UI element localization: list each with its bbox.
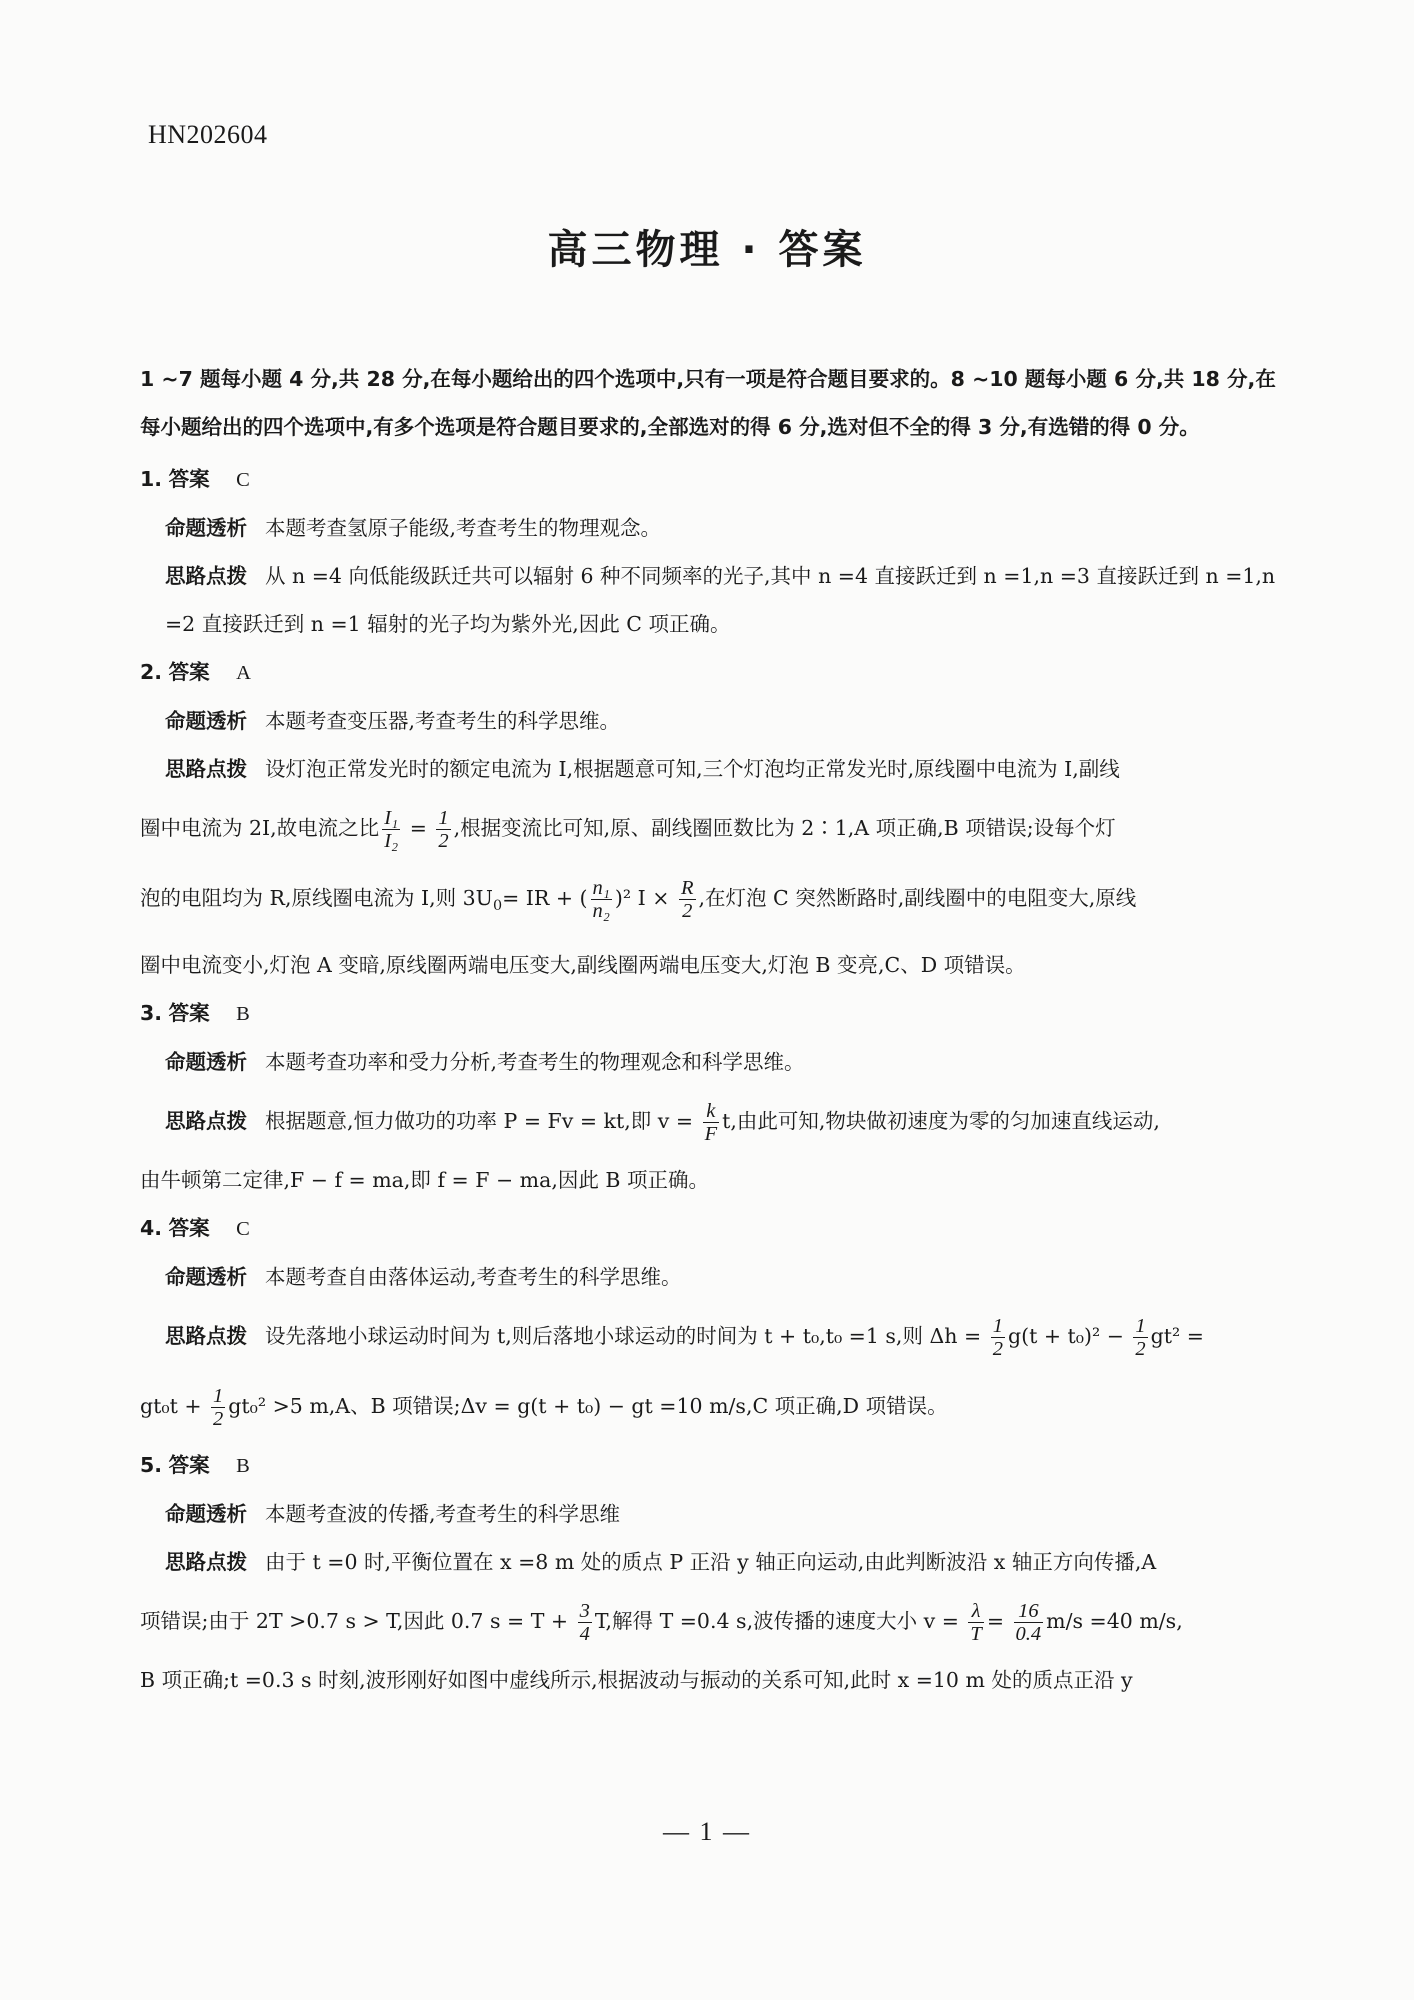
fraction-denominator: I₂ [384, 830, 399, 852]
q1-answer [140, 455, 1280, 504]
q1-answer-label: 答案 [168, 467, 210, 491]
turns-ratio-fraction [591, 877, 612, 923]
q4-answer [140, 1204, 1280, 1253]
q1-hint-label: 思路点拨 [165, 564, 247, 588]
fraction-denominator: 0.4 [1015, 1623, 1042, 1646]
q2-hint [140, 745, 1280, 793]
q1-hint [140, 552, 1280, 648]
subscript-zero: 0 [492, 898, 503, 915]
intro-paragraph: 1 ~7 题每小题 4 分,共 28 分,在每小题给出的四个选项中,只有一项是符合题目要求的。8 ~10 题每小题 6 分,共 18 分,在每小题给出的四个选项中,有多个选项是符合题目要求的,全部选对的得 6 分,选对但不全的得 3 分,有选错的得 0 分。 [140, 367, 1276, 439]
k-over-f-fraction [703, 1100, 720, 1146]
q4-hint [140, 1301, 1280, 1371]
q5-hint-text-e: m/s =40 m/s, [1046, 1609, 1183, 1634]
fraction-numerator: 1 [213, 1384, 224, 1407]
fraction-denominator: 2 [438, 830, 449, 852]
equation-middle: = IR + ( [502, 886, 588, 910]
q3-number: 3. [140, 1001, 163, 1026]
q3-answer-label: 答案 [168, 1001, 210, 1026]
q2-hint-line1: 设灯泡正常发光时的额定电流为 I,根据题意可知,三个灯泡均正常发光时,原线圈中电流为 I,副线 [265, 757, 1120, 781]
q5-hint-line2 [140, 1586, 1280, 1656]
q3-analysis [140, 1038, 1280, 1086]
fraction-numerator: 1 [438, 806, 449, 829]
q4-answer-letter: C [236, 1218, 250, 1241]
fraction-numerator: n₁ [592, 876, 610, 899]
resistance-fraction [679, 877, 696, 923]
q4-hint-label: 思路点拨 [165, 1324, 247, 1349]
q3-hint [140, 1086, 1280, 1156]
q2-hint-line2 [140, 793, 1280, 863]
q3-analysis-text: 本题考查功率和受力分析,考查考生的物理观念和科学思维。 [265, 1050, 805, 1075]
q4-hint-text-e: gt₀² >5 m,A、B 项错误;Δv = g(t + t₀) − gt =10 m/s,C 项正确,D 项错误。 [228, 1394, 948, 1419]
lambda-over-t-fraction [968, 1600, 983, 1646]
q2-hint-text-d: 泡的电阻均为 R,原线圈电流为 I,则 3U [140, 886, 493, 910]
q2-hint-line3 [140, 863, 1280, 941]
equation-tail: )² I × [614, 886, 670, 910]
q5-answer [140, 1441, 1280, 1490]
fraction-numerator: R [680, 876, 694, 899]
q5-hint-text-a: 由于 t =0 时,平衡位置在 x =8 m 处的质点 P 正沿 y 轴正向运动,由此判断波沿 x 轴正方向传播,A [265, 1550, 1157, 1575]
q1-analysis-text: 本题考查氢原子能级,考查考生的物理观念。 [265, 516, 662, 540]
q5-hint-text-d: = [986, 1609, 1005, 1634]
half-fraction [211, 1385, 225, 1431]
q2-analysis-text: 本题考查变压器,考查考生的科学思维。 [265, 709, 621, 733]
page-number: — 1 — [663, 1817, 751, 1846]
half-fraction [436, 807, 450, 853]
q5-hint [140, 1538, 1280, 1586]
q4-hint-text-d: gt₀t + [140, 1394, 202, 1419]
q2-hint-line4 [140, 941, 1280, 989]
q2-analysis-label: 命题透析 [165, 709, 247, 733]
q3-hint-text-a: 根据题意,恒力做功的功率 P = Fv = kt,即 v = [265, 1109, 694, 1134]
q2-hint-label: 思路点拨 [165, 757, 247, 781]
q2-answer-label: 答案 [168, 660, 210, 684]
q5-hint-label: 思路点拨 [165, 1550, 247, 1575]
q1-answer-letter: C [236, 469, 250, 491]
fraction-numerator: 16 [1014, 1600, 1044, 1624]
fraction-numerator: 1 [992, 1314, 1003, 1337]
q5-analysis-label: 命题透析 [165, 1502, 247, 1527]
fraction-denominator: 2 [992, 1338, 1003, 1361]
fraction-numerator: 3 [579, 1599, 590, 1622]
q1-number: 1. [140, 467, 163, 491]
q1-analysis-label: 命题透析 [165, 516, 247, 540]
q4-analysis-label: 命题透析 [165, 1265, 247, 1290]
q2-answer [140, 648, 1280, 697]
q4-hint-text-a: 设先落地小球运动时间为 t,则后落地小球运动的时间为 t + t₀,t₀ =1 s,则 Δh = [265, 1324, 982, 1349]
half-fraction [991, 1315, 1005, 1361]
q4-analysis [140, 1253, 1280, 1301]
q5-answer-letter: B [236, 1455, 250, 1478]
q5-answer-label: 答案 [168, 1453, 210, 1478]
q1-analysis [140, 504, 1280, 552]
q2-hint-text-c: ,根据变流比可知,原、副线圈匝数比为 2∶1,A 项正确,B 项错误;设每个灯 [453, 816, 1116, 840]
q5-number: 5. [140, 1453, 163, 1478]
three-quarter-fraction [578, 1600, 592, 1646]
exam-code: HN202604 [148, 120, 268, 149]
fraction-denominator: 2 [1135, 1338, 1146, 1361]
fraction-numerator: k [703, 1100, 720, 1124]
q3-hint-text-c: 由牛顿第二定律,F − f = ma,即 f = F − ma,因此 B 项正确。 [140, 1168, 709, 1193]
q4-hint-text-c: gt² = [1150, 1324, 1204, 1349]
q5-analysis-text: 本题考查波的传播,考查考生的科学思维 [265, 1502, 621, 1527]
sixteen-over-point4-fraction [1014, 1600, 1044, 1646]
half-fraction [1133, 1315, 1147, 1361]
answer-content [140, 355, 1280, 1704]
equals-sign: = [409, 816, 427, 840]
fraction-numerator: 1 [1135, 1314, 1146, 1337]
q4-analysis-text: 本题考查自由落体运动,考查考生的科学思维。 [265, 1265, 682, 1290]
fraction-denominator: F [704, 1123, 718, 1146]
q5-analysis [140, 1490, 1280, 1538]
current-ratio-fraction [382, 807, 400, 853]
q5-hint-text-b: 项错误;由于 2T >0.7 s > T,因此 0.7 s = T + [140, 1609, 569, 1634]
fraction-denominator: 2 [213, 1408, 224, 1431]
q5-hint-text-c: T,解得 T =0.4 s,波传播的速度大小 v = [594, 1609, 959, 1634]
q3-answer [140, 989, 1280, 1038]
q5-hint-line3 [140, 1656, 1280, 1704]
q2-hint-text-b: 圈中电流为 2I,故电流之比 [140, 816, 380, 840]
q1-hint-text: 从 n =4 向低能级跃迁共可以辐射 6 种不同频率的光子,其中 n =4 直接跃迁到 n =1,n =3 直接跃迁到 n =1,n =2 直接跃迁到 n =1 辐射的光子均为紫外光,因此 C 项正确。 [165, 564, 1276, 636]
q2-hint-text-f: 圈中电流变小,灯泡 A 变暗,原线圈两端电压变大,副线圈两端电压变大,灯泡 B 变亮,C、D 项错误。 [140, 953, 1026, 978]
q3-hint-text-b: t,由此可知,物块做初速度为零的匀加速直线运动, [722, 1109, 1160, 1134]
fraction-denominator: 2 [682, 900, 693, 922]
fraction-numerator: I₁ [384, 806, 399, 829]
q3-analysis-label: 命题透析 [165, 1050, 247, 1075]
q3-hint-line2 [140, 1156, 1280, 1204]
q2-answer-letter: A [236, 662, 251, 684]
q2-hint-text-e: ,在灯泡 C 突然断路时,副线圈中的电阻变大,原线 [698, 886, 1137, 910]
q2-analysis [140, 697, 1280, 745]
q4-answer-label: 答案 [168, 1216, 210, 1241]
fraction-denominator: 4 [579, 1623, 590, 1646]
q4-hint-line2 [140, 1371, 1280, 1441]
fraction-denominator: T [970, 1623, 982, 1646]
page-title: 高三物理 · 答案 [547, 227, 867, 273]
q3-hint-label: 思路点拨 [165, 1109, 247, 1134]
fraction-numerator: λ [968, 1600, 983, 1624]
q4-hint-text-b: g(t + t₀)² − [1007, 1324, 1124, 1349]
q3-answer-letter: B [236, 1003, 250, 1026]
q2-number: 2. [140, 660, 163, 684]
q5-hint-text-f: B 项正确;t =0.3 s 时刻,波形刚好如图中虚线所示,根据波动与振动的关系可知,此时 x =10 m 处的质点正沿 y [140, 1668, 1133, 1693]
fraction-denominator: n₂ [592, 900, 610, 922]
q4-number: 4. [140, 1216, 163, 1241]
